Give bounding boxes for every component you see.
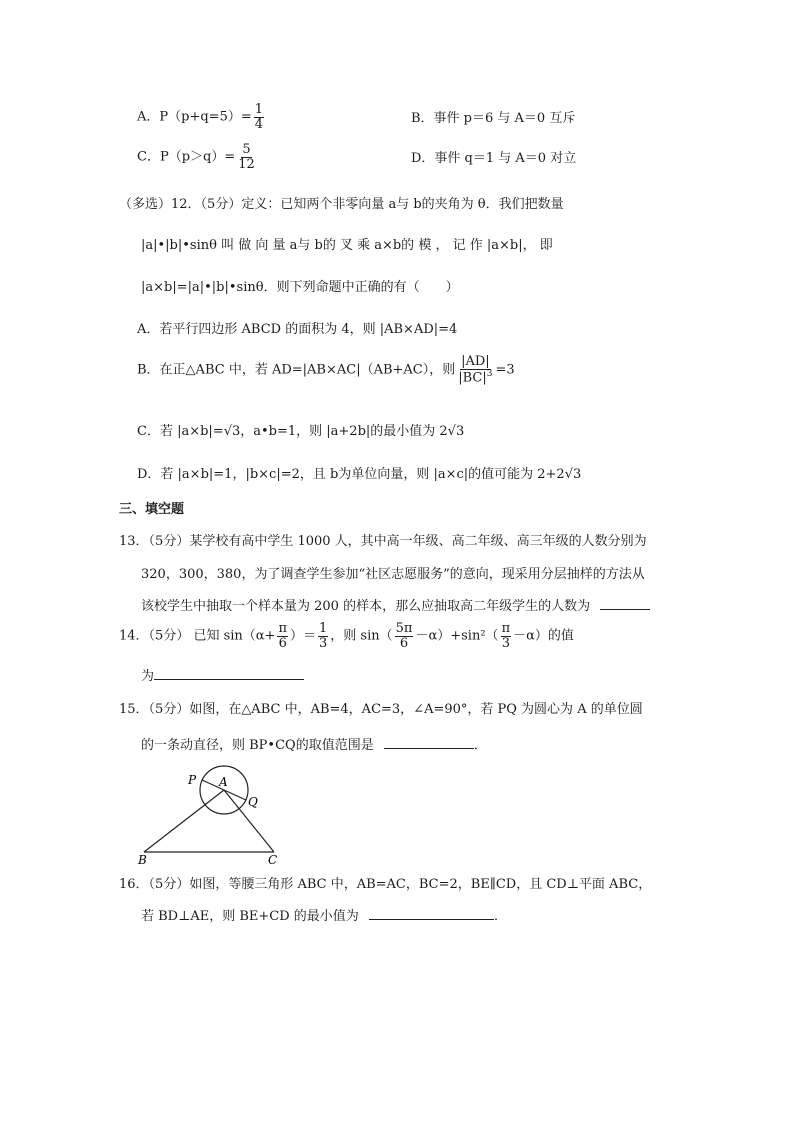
q11-option-d: D．事件 q＝1 与 A＝0 对立 [411,151,577,166]
q16-line-2-text: 若 BD⊥AE，则 BE+CD 的最小值为 [141,909,359,924]
q11-option-a-fraction [254,103,264,131]
fraction-numerator: 1 [254,102,264,117]
q11-option-b: B．事件 p＝6 与 A＝0 互斥 [411,111,576,126]
fraction-denominator: 12 [238,156,255,172]
q11-option-a-prefix: A．P（p+q=5）= [137,109,252,125]
fraction-numerator: π [278,621,287,636]
q14-line-2-text: 为 [141,669,155,684]
q16-line-2-end: ． [493,909,507,924]
q13-line-1: 13．（5分）某学校有高中学生 1000 人，其中高一年级、高二年级、高三年级的人数分别为 [119,534,647,549]
fraction-numerator: 5 [242,142,251,157]
q11-option-c-fraction [237,143,256,171]
q14-mid-1: ）＝ [290,628,317,644]
q15-line-2-end: ． [473,738,487,753]
fraction-denominator: 6 [278,635,287,651]
q12-option-b-suffix: =3 [495,362,515,378]
label-c: C [268,853,278,867]
q16-line-1: 16．（5分）如图，等腰三角形 ABC 中，AB=AC，BC=2，BE∥CD，且 CD⊥平面 ABC， [119,877,652,892]
q12-option-c: C．若 |a×b|=√3，a•b=1，则 |a+2b|的最小值为 2√3 [137,424,465,439]
q12-line-1: （多选）12．（5分）定义：已知两个非零向量 a与 b的夹角为 θ．我们把数量 [119,197,564,212]
q12-option-d: D．若 |a×b|=1，|b×c|=2，且 b为单位向量，则 |a×c|的值可能为 2+2√3 [137,467,582,482]
fraction-numerator: π [501,621,511,636]
fraction-numerator: 5π [395,621,413,636]
q14-fraction-1 [277,622,288,650]
fraction-denominator: 4 [254,116,264,132]
fraction-exponent: 3 [486,368,493,379]
q11-option-c-prefix: C．P（p＞q）= [137,149,236,165]
q12-option-b-fraction [457,355,493,385]
q11-option-c [137,143,258,171]
q12-option-a: A．若平行四边形 ABCD 的面积为 4，则 |AB×AD|=4 [137,322,458,337]
q14-fraction-4 [501,622,512,650]
q12-option-b-prefix: B．在正△ABC 中，若 AD=|AB×AC|（AB+AC），则 [137,362,456,378]
q13-answer-blank[interactable] [600,597,650,610]
q12-option-b [137,355,515,385]
q14-prefix: 14．（5分） 已知 sin（α+ [119,628,276,644]
q13-line-2: 320，300，380，为了调查学生参加“社区志愿服务”的意向，现采用分层抽样的方法从 [141,567,645,582]
fraction-numerator: |AD| [461,354,490,369]
label-q: Q [248,795,258,809]
q14-fraction-3 [395,622,414,650]
section-3-title: 三、填空题 [119,502,185,517]
label-b: B [138,853,147,867]
fraction-denominator-text: |BC| [458,369,487,385]
q15-answer-blank[interactable] [384,736,474,749]
q16-answer-blank[interactable] [369,907,494,920]
q15-line-1: 15．（5分）如图，在△ABC 中，AB=4，AC=3，∠A=90°，若 PQ 为圆心为 A 的单位圆 [119,702,643,717]
fraction-denominator: 6 [399,635,409,651]
fraction-numerator: 1 [319,621,328,636]
q14-mid-3: －α）+sin²（ [415,628,499,644]
q14-suffix: －α）的值 [513,628,574,644]
q14-answer-blank[interactable] [154,667,304,680]
q13-line-3-text: 该校学生中抽取一个样本量为 200 的样本，那么应抽取高二年级学生的人数为 [141,599,591,614]
q16-line-2 [141,905,507,924]
q12-line-2: |a|•|b|•sinθ 叫 做 向 量 a与 b的 叉 乘 a×b的 模 ， 记 作 |a×b|， 即 [141,238,553,253]
fraction-denominator [457,370,493,385]
label-p: P [188,773,197,787]
q14-line-2 [141,665,304,684]
q15-line-2 [141,734,487,753]
fraction-denominator: 3 [501,635,510,651]
q14-fraction-2 [318,622,328,650]
q15-line-2-text: 的一条动直径，则 BP•CQ的取值范围是 [141,738,374,753]
label-a: A [219,775,228,789]
fraction-denominator: 3 [319,635,328,651]
q14-line-1 [119,622,574,650]
q11-option-a [137,103,266,131]
q14-mid-2: ，则 sin（ [330,628,393,644]
q12-line-3: |a×b|=|a|•|b|•sinθ．则下列命题中正确的有（ ） [141,280,459,295]
q13-line-3 [141,595,650,614]
segment-ab [144,790,224,852]
q15-triangle-figure [130,760,290,870]
